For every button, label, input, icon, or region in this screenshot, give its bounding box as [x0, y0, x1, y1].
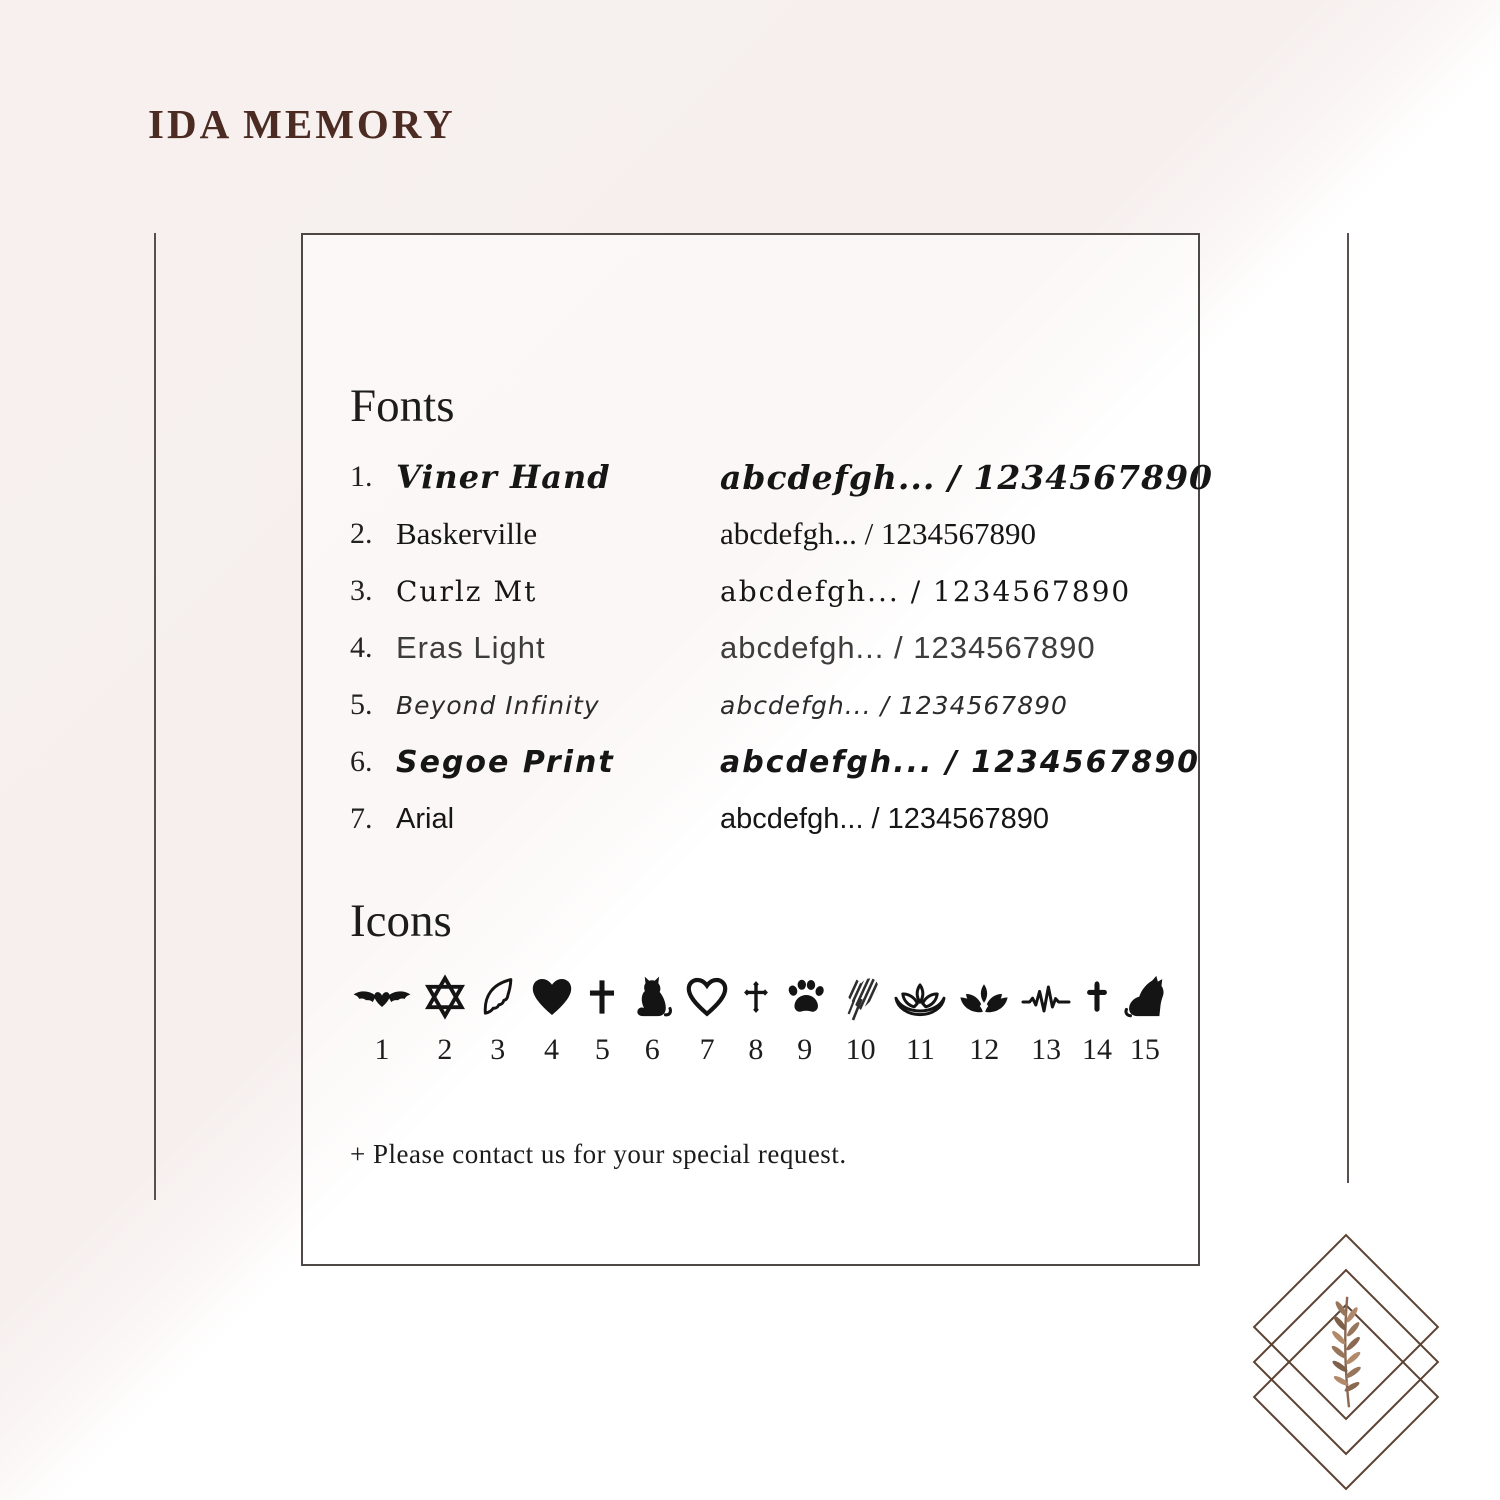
icon-option [1020, 977, 1072, 1067]
font-name: Segoe Print [396, 744, 615, 780]
font-sample: abcdefgh... / 1234567890 [720, 457, 1213, 497]
font-number: 3. [350, 574, 373, 608]
rounded-cross-icon [1080, 973, 1114, 1021]
icon-number: 1 [374, 1033, 390, 1067]
contact-note: + Please contact us for your special request. [350, 1139, 847, 1170]
font-option-row [350, 506, 1164, 563]
filled-heart-icon [528, 973, 576, 1021]
winged-heart-icon [350, 981, 414, 1021]
icon-option [739, 973, 773, 1067]
font-name: Arial [396, 802, 455, 835]
icon-number: 7 [699, 1033, 715, 1067]
star-of-david-icon [422, 973, 468, 1021]
icon-option [892, 981, 948, 1067]
font-number: 5. [350, 688, 373, 722]
font-number: 2. [350, 517, 373, 551]
font-number: 1. [350, 460, 373, 494]
font-sample: abcdefgh... / 1234567890 [720, 630, 1096, 666]
icon-number: 8 [748, 1033, 764, 1067]
font-option-row [350, 734, 1200, 791]
font-name: Curlz Mt [396, 574, 538, 608]
heartbeat-icon [1020, 977, 1072, 1021]
icon-option [683, 973, 731, 1067]
icon-number: 3 [490, 1033, 506, 1067]
budded-cross-icon [739, 973, 773, 1021]
icon-option [422, 973, 468, 1067]
options-card [301, 233, 1213, 1266]
font-option-row [350, 620, 1164, 677]
icon-option [837, 971, 885, 1067]
cat-icon [629, 973, 675, 1021]
font-sample: abcdefgh... / 1234567890 [720, 574, 1132, 608]
font-name: Eras Light [396, 630, 546, 666]
icon-option [629, 973, 675, 1067]
font-option-row [350, 677, 1164, 734]
branch-icon [1322, 1288, 1370, 1416]
cross-icon [583, 973, 621, 1021]
brand-title: IDA MEMORY [148, 101, 456, 147]
font-list [350, 449, 1213, 848]
right-rule [1347, 233, 1349, 1183]
font-name: Beyond Infinity [396, 690, 600, 720]
sketch-heart-icon [837, 971, 885, 1021]
icon-number: 12 [969, 1033, 1000, 1067]
font-sample: abcdefgh... / 1234567890 [720, 690, 1068, 720]
font-number: 6. [350, 745, 373, 779]
fonts-heading: Fonts [350, 380, 455, 432]
icon-number: 9 [797, 1033, 813, 1067]
font-option-row [350, 563, 1164, 620]
lotus-filled-icon [956, 981, 1012, 1021]
font-number: 4. [350, 631, 373, 665]
icon-number: 6 [644, 1033, 660, 1067]
icon-option [1122, 973, 1168, 1067]
icon-number: 2 [437, 1033, 453, 1067]
font-sample: abcdefgh... / 1234567890 [720, 744, 1200, 780]
icon-option [781, 973, 829, 1067]
icon-option [583, 973, 621, 1067]
icon-number: 13 [1031, 1033, 1062, 1067]
font-sample: abcdefgh... / 1234567890 [720, 802, 1049, 835]
paw-print-icon [781, 973, 829, 1021]
icon-number: 15 [1129, 1033, 1160, 1067]
font-name: Viner Hand [396, 458, 611, 497]
dog-icon [1122, 973, 1168, 1021]
font-sample: abcdefgh... / 1234567890 [720, 516, 1036, 552]
icon-option [350, 981, 414, 1067]
icons-heading: Icons [350, 894, 452, 947]
icon-list [350, 971, 1168, 1067]
icon-option [476, 973, 520, 1067]
font-option-row [350, 791, 1164, 848]
icon-number: 14 [1081, 1033, 1112, 1067]
font-name: Baskerville [396, 516, 538, 552]
heart-outline-icon [683, 973, 731, 1021]
icon-number: 4 [544, 1033, 560, 1067]
lotus-outline-icon [892, 981, 948, 1021]
icon-number: 11 [905, 1033, 935, 1067]
icon-number: 10 [845, 1033, 876, 1067]
left-rule [154, 233, 156, 1200]
icon-option [956, 981, 1012, 1067]
font-number: 7. [350, 802, 373, 836]
angel-wing-icon [476, 973, 520, 1021]
icon-option [528, 973, 576, 1067]
icon-option [1080, 973, 1114, 1067]
font-option-row [350, 449, 1213, 506]
icon-number: 5 [594, 1033, 610, 1067]
